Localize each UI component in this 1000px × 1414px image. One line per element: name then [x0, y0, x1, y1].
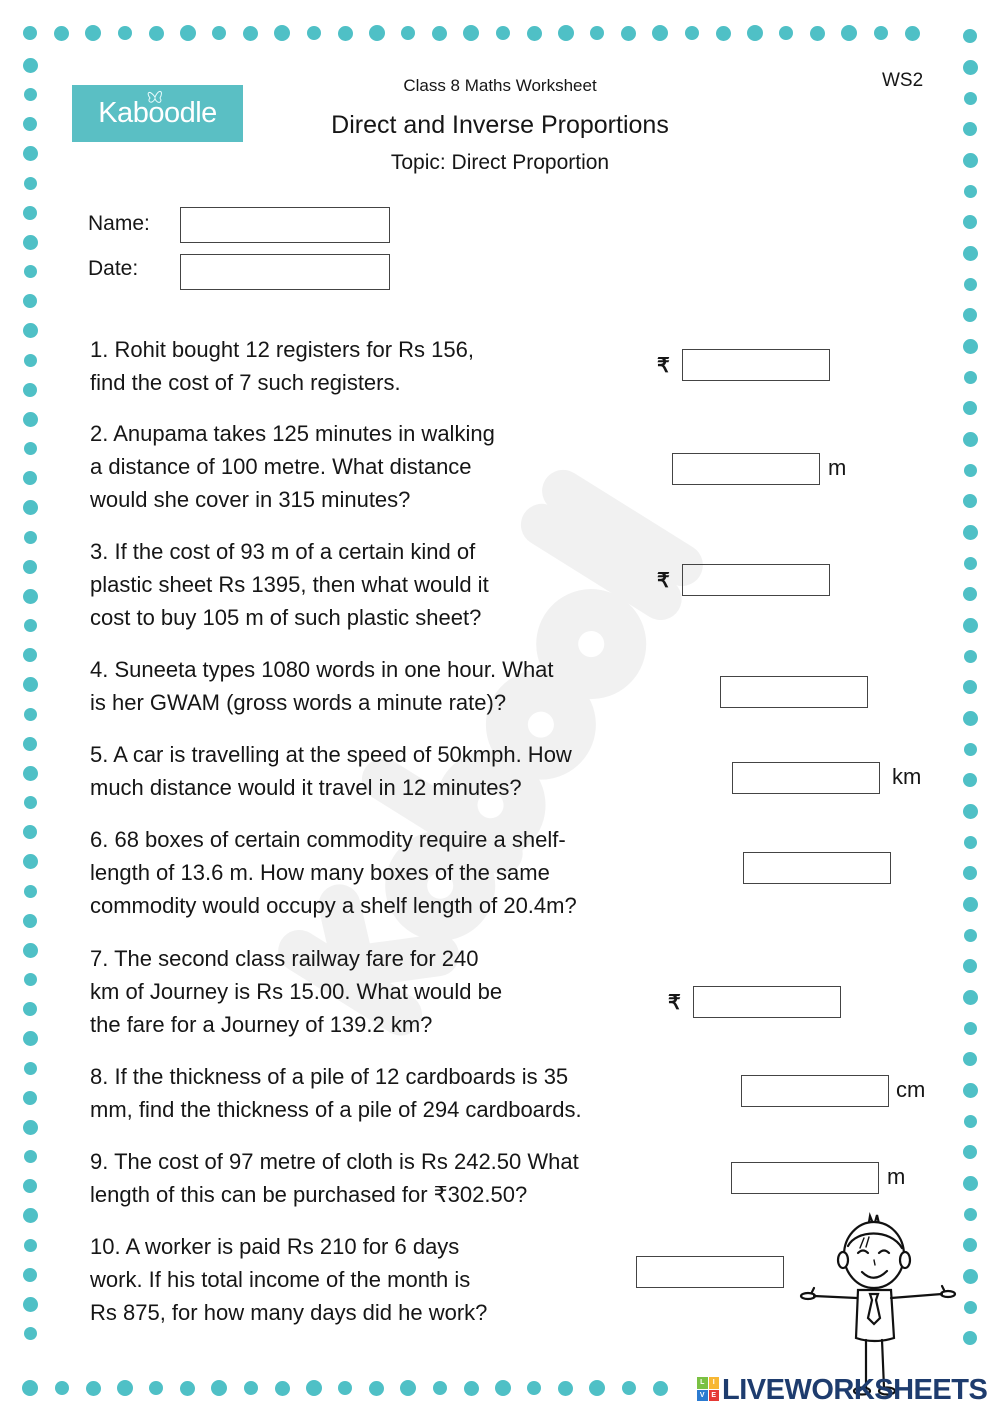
answer-box-9[interactable] — [731, 1162, 879, 1194]
border-dot — [23, 648, 37, 662]
border-dot — [23, 500, 38, 515]
date-field[interactable] — [180, 254, 390, 290]
stick-figure-illustration — [790, 1210, 960, 1400]
border-dot — [85, 25, 101, 41]
border-dot — [963, 1083, 978, 1098]
border-dot — [905, 26, 920, 41]
border-dot — [589, 1380, 605, 1396]
border-dot — [964, 650, 977, 663]
border-dot — [963, 1269, 978, 1284]
name-field[interactable] — [180, 207, 390, 243]
border-dot — [212, 26, 226, 40]
unit-label: km — [892, 764, 922, 789]
border-dot — [779, 26, 793, 40]
border-dot — [23, 1120, 38, 1135]
border-dot — [149, 1381, 163, 1395]
border-dot — [24, 177, 37, 190]
question-text-line: work. If his total income of the month is — [90, 1267, 471, 1292]
border-dot — [841, 25, 857, 41]
class-label: Class 8 Maths Worksheet — [403, 76, 597, 95]
border-dot — [963, 29, 977, 43]
question-text-line: the fare for a Journey of 139.2 km? — [90, 1012, 433, 1037]
border-dot — [23, 825, 37, 839]
border-dot — [558, 25, 574, 41]
border-dot — [464, 1381, 479, 1396]
border-dot — [23, 1091, 37, 1105]
border-dot — [622, 1381, 636, 1395]
answer-box-2[interactable] — [672, 453, 820, 485]
answer-box-8[interactable] — [741, 1075, 889, 1107]
logo-text: Kaboodle — [98, 97, 217, 129]
border-dot — [716, 26, 731, 41]
badge-letter: L — [697, 1377, 708, 1389]
unit-label: m — [828, 455, 847, 480]
live-badge-icon — [697, 1377, 719, 1401]
border-dot — [23, 206, 37, 220]
border-dot — [527, 26, 542, 41]
question-text-line: find the cost of 7 such registers. — [90, 370, 401, 395]
question-4 — [90, 653, 554, 719]
border-dot — [963, 1238, 977, 1252]
question-1 — [90, 333, 474, 399]
border-dot — [369, 25, 385, 41]
question-5 — [90, 738, 572, 804]
badge-letter: E — [709, 1390, 720, 1402]
border-dot — [964, 836, 977, 849]
question-text-line: 3. If the cost of 93 m of a certain kind of — [90, 539, 476, 564]
question-text-line: is her GWAM (gross words a minute rate)? — [90, 690, 507, 715]
border-dot — [149, 26, 164, 41]
liveworksheets-logo-text: LIVEWORKSHEETS — [722, 1374, 988, 1406]
border-dot — [527, 1381, 541, 1395]
border-dot — [24, 619, 37, 632]
question-text-line: cost to buy 105 m of such plastic sheet? — [90, 605, 482, 630]
border-dot — [243, 26, 258, 41]
border-dot — [24, 973, 37, 986]
name-label: Name: — [88, 212, 150, 235]
question-10 — [90, 1230, 487, 1329]
border-dot — [558, 1381, 573, 1396]
unit-label: m — [887, 1164, 906, 1189]
rupee-icon: ₹ — [657, 570, 670, 592]
border-dot — [963, 618, 978, 633]
border-dot — [24, 1239, 37, 1252]
border-dot — [653, 1381, 668, 1396]
border-dot — [810, 26, 825, 41]
question-6 — [90, 823, 577, 922]
border-dot — [964, 1022, 977, 1035]
border-dot — [23, 737, 37, 751]
border-dot — [963, 494, 977, 508]
border-dot — [496, 26, 510, 40]
border-dot — [118, 26, 132, 40]
border-dot — [23, 1208, 38, 1223]
question-3 — [90, 535, 489, 634]
border-dot — [963, 246, 978, 261]
border-dot — [23, 412, 38, 427]
border-dot — [54, 26, 69, 41]
border-dot — [433, 1381, 447, 1395]
border-dot — [963, 525, 978, 540]
border-dot — [963, 711, 978, 726]
question-text-line: Rs 875, for how many days did he work? — [90, 1300, 488, 1325]
border-dot — [24, 442, 37, 455]
border-dot — [964, 1301, 977, 1314]
border-dot — [964, 1208, 977, 1221]
border-dot — [23, 1268, 37, 1282]
answer-box-3[interactable] — [682, 564, 830, 596]
badge-letter: V — [697, 1390, 708, 1402]
question-text-line: 6. 68 boxes of certain commodity require a shelf- — [90, 827, 566, 852]
question-9 — [90, 1145, 579, 1211]
border-dot — [963, 959, 977, 973]
border-dot — [24, 1062, 37, 1075]
border-dot — [23, 677, 38, 692]
border-dot — [23, 560, 37, 574]
worksheet-id: WS2 — [882, 70, 924, 91]
question-text-line: 5. A car is travelling at the speed of 50kmph. How — [90, 742, 572, 767]
border-dot — [369, 1381, 384, 1396]
border-dot — [963, 308, 977, 322]
border-dot — [306, 1380, 322, 1396]
border-dot — [244, 1381, 258, 1395]
border-dot — [963, 1052, 977, 1066]
border-dot — [963, 1176, 978, 1191]
border-dot — [180, 1381, 195, 1396]
question-text-line: 2. Anupama takes 125 minutes in walking — [90, 421, 495, 446]
border-dot — [211, 1380, 227, 1396]
question-text-line: length of this can be purchased for ₹302.50? — [90, 1182, 528, 1207]
border-dot — [24, 265, 37, 278]
border-dot — [24, 354, 37, 367]
border-dot — [400, 1380, 416, 1396]
border-dot — [963, 773, 977, 787]
border-dot — [23, 943, 38, 958]
border-dot — [963, 587, 977, 601]
border-dot — [964, 929, 977, 942]
border-dot — [964, 464, 977, 477]
border-dot — [23, 323, 38, 338]
border-dot — [963, 990, 978, 1005]
topic-label: Topic: Direct Proportion — [390, 151, 610, 174]
border-dot — [495, 1380, 511, 1396]
border-dot — [24, 531, 37, 544]
border-dot — [964, 185, 977, 198]
border-dot — [874, 26, 888, 40]
question-text-line: 4. Suneeta types 1080 words in one hour. What — [90, 657, 554, 682]
question-8 — [90, 1060, 582, 1126]
border-dot — [964, 743, 977, 756]
border-dot — [23, 914, 37, 928]
question-text-line: km of Journey is Rs 15.00. What would be — [90, 979, 503, 1004]
question-text-line: 8. If the thickness of a pile of 12 cardboards is 35 — [90, 1064, 569, 1089]
border-dot — [463, 25, 479, 41]
answer-box-4[interactable] — [720, 676, 868, 708]
worksheet-title: Direct and Inverse Proportions — [331, 111, 669, 139]
border-dot — [401, 26, 415, 40]
answer-box-6[interactable] — [743, 852, 891, 884]
border-dot — [621, 26, 636, 41]
border-dot — [24, 885, 37, 898]
border-dot — [964, 371, 977, 384]
question-text-line: a distance of 100 metre. What distance — [90, 454, 472, 479]
border-dot — [747, 25, 763, 41]
border-dot — [964, 557, 977, 570]
border-dot — [117, 1380, 133, 1396]
border-dot — [652, 25, 668, 41]
border-dot — [432, 26, 447, 41]
question-text-line: much distance would it travel in 12 minutes? — [90, 775, 522, 800]
border-dot — [964, 278, 977, 291]
rupee-icon: ₹ — [657, 355, 670, 377]
border-dot — [23, 294, 37, 308]
question-text-line: mm, find the thickness of a pile of 294 cardboards. — [90, 1097, 582, 1122]
question-text-line: commodity would occupy a shelf length of 20.4m? — [90, 893, 577, 918]
border-dot — [963, 60, 978, 75]
border-dot — [963, 866, 977, 880]
border-dot — [274, 25, 290, 41]
border-dot — [55, 1381, 69, 1395]
date-label: Date: — [88, 257, 139, 280]
border-dot — [23, 471, 37, 485]
border-dot — [23, 58, 38, 73]
border-dot — [23, 1002, 37, 1016]
border-dot — [963, 401, 977, 415]
unit-label: cm — [896, 1077, 926, 1102]
question-text-line: plastic sheet Rs 1395, then what would it — [90, 572, 489, 597]
border-dot — [307, 26, 321, 40]
question-text-line: 1. Rohit bought 12 registers for Rs 156, — [90, 337, 474, 362]
border-dot — [23, 26, 37, 40]
border-dot — [963, 215, 977, 229]
border-dot — [963, 339, 978, 354]
border-dot — [23, 383, 37, 397]
border-dot — [685, 26, 699, 40]
border-dot — [963, 804, 978, 819]
border-dot — [180, 25, 196, 41]
badge-letter: I — [709, 1377, 720, 1389]
question-text-line: would she cover in 315 minutes? — [90, 487, 411, 512]
border-dot — [23, 235, 38, 250]
rupee-icon: ₹ — [668, 992, 681, 1014]
question-text-line: 9. The cost of 97 metre of cloth is Rs 242.50 What — [90, 1149, 579, 1174]
border-dot — [23, 1297, 38, 1312]
border-dot — [963, 1145, 977, 1159]
border-dot — [24, 708, 37, 721]
question-7 — [90, 942, 502, 1041]
border-dot — [275, 1381, 290, 1396]
border-dot — [23, 1179, 37, 1193]
border-dot — [24, 796, 37, 809]
question-2 — [90, 417, 495, 516]
border-dot — [86, 1381, 101, 1396]
border-dot — [23, 1031, 38, 1046]
border-dot — [963, 897, 978, 912]
border-dot — [23, 766, 38, 781]
question-text-line: 10. A worker is paid Rs 210 for 6 days — [90, 1234, 460, 1259]
border-dot — [590, 26, 604, 40]
border-dot — [23, 589, 38, 604]
border-dot — [24, 1150, 37, 1163]
answer-box-10[interactable] — [636, 1256, 784, 1288]
border-dot — [964, 1115, 977, 1128]
question-text-line: length of 13.6 m. How many boxes of the same — [90, 860, 550, 885]
border-dot — [963, 432, 978, 447]
border-dot — [963, 1331, 977, 1345]
question-text-line: 7. The second class railway fare for 240 — [90, 946, 479, 971]
answer-box-1[interactable] — [682, 349, 830, 381]
border-dot — [23, 854, 38, 869]
border-dot — [963, 680, 977, 694]
border-dot — [338, 26, 353, 41]
border-dot — [338, 1381, 352, 1395]
answer-box-7[interactable] — [693, 986, 841, 1018]
border-dot — [24, 1327, 37, 1340]
answer-box-5[interactable] — [732, 762, 880, 794]
border-dot — [22, 1380, 38, 1396]
